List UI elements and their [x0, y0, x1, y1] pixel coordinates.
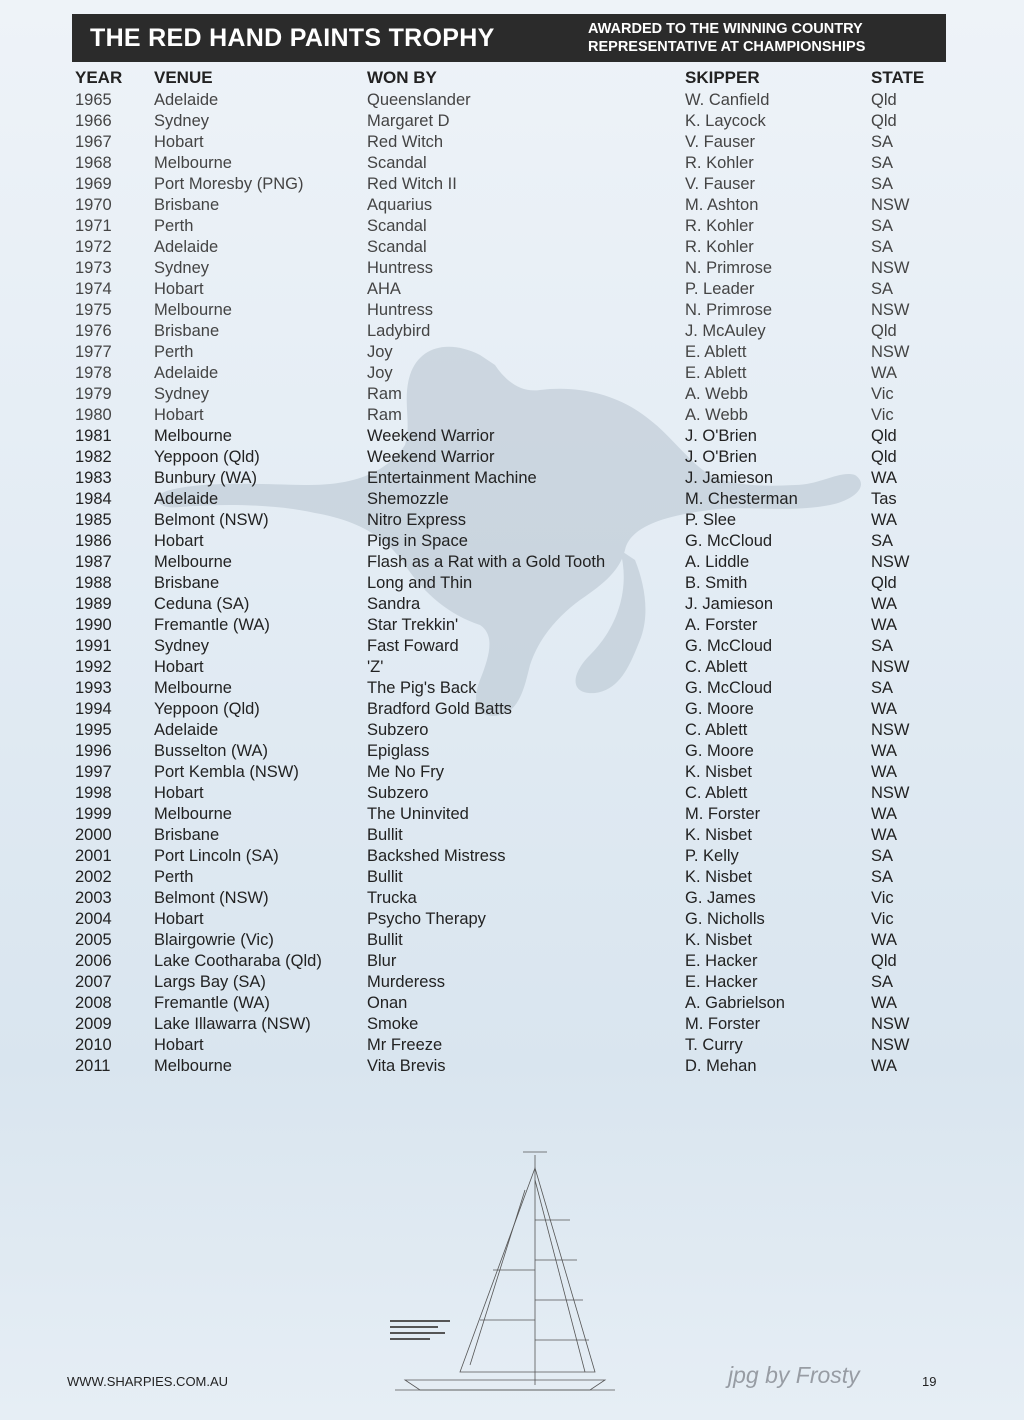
table-row: [72, 804, 952, 825]
cell-state: Tas: [871, 490, 897, 508]
table-row: [72, 489, 952, 510]
cell-year: 1974: [75, 280, 112, 298]
cell-skipper: G. Moore: [685, 700, 754, 718]
cell-year: 1980: [75, 406, 112, 424]
cell-won-by: Aquarius: [367, 196, 433, 214]
cell-won-by: Weekend Warrior: [367, 448, 495, 466]
header-subtitle: [588, 20, 938, 56]
cell-year: 2005: [75, 931, 112, 949]
cell-venue: Port Moresby (PNG): [154, 175, 304, 193]
cell-won-by: Red Witch II: [367, 175, 457, 193]
cell-state: WA: [871, 595, 897, 613]
cell-year: 2003: [75, 889, 112, 907]
cell-state: SA: [871, 532, 894, 550]
table-row: [72, 888, 952, 909]
cell-state: Qld: [871, 322, 897, 340]
cell-won-by: Long and Thin: [367, 574, 473, 592]
cell-skipper: N. Primrose: [685, 259, 773, 277]
cell-state: WA: [871, 469, 897, 487]
header-subtitle-line2: REPRESENTATIVE AT CHAMPIONSHIPS: [588, 39, 866, 55]
cell-won-by: Red Witch: [367, 133, 444, 151]
cell-venue: Perth: [154, 868, 194, 886]
cell-state: NSW: [871, 343, 910, 361]
cell-won-by: Huntress: [367, 259, 434, 277]
table-row: [72, 237, 952, 258]
cell-state: NSW: [871, 196, 910, 214]
table-row: [72, 657, 952, 678]
cell-won-by: Margaret D: [367, 112, 450, 130]
table-row: [72, 846, 952, 867]
cell-venue: Hobart: [154, 910, 204, 928]
cell-state: WA: [871, 364, 897, 382]
cell-won-by: Ram: [367, 406, 402, 424]
table-row: [72, 195, 952, 216]
cell-venue: Adelaide: [154, 721, 219, 739]
cell-won-by: 'Z': [367, 658, 384, 676]
cell-skipper: K. Nisbet: [685, 826, 752, 844]
table-row: [72, 90, 952, 111]
cell-state: NSW: [871, 301, 910, 319]
cell-venue: Hobart: [154, 133, 204, 151]
cell-skipper: E. Ablett: [685, 364, 747, 382]
cell-won-by: Bradford Gold Batts: [367, 700, 512, 718]
table-row: [72, 468, 952, 489]
cell-venue: Belmont (NSW): [154, 511, 269, 529]
table-row: [72, 699, 952, 720]
cell-skipper: E. Hacker: [685, 952, 758, 970]
cell-won-by: Murderess: [367, 973, 445, 991]
table-row: [72, 510, 952, 531]
table-row: [72, 1035, 952, 1056]
cell-state: WA: [871, 511, 897, 529]
cell-state: SA: [871, 868, 894, 886]
cell-year: 1977: [75, 343, 112, 361]
cell-year: 1986: [75, 532, 112, 550]
cell-year: 1990: [75, 616, 112, 634]
cell-skipper: A. Forster: [685, 616, 758, 634]
cell-year: 1971: [75, 217, 112, 235]
cell-state: SA: [871, 637, 894, 655]
cell-state: Vic: [871, 406, 894, 424]
table-row: [72, 342, 952, 363]
cell-year: 2010: [75, 1036, 112, 1054]
cell-state: Qld: [871, 91, 897, 109]
cell-skipper: E. Ablett: [685, 343, 747, 361]
cell-won-by: Me No Fry: [367, 763, 445, 781]
cell-skipper: K. Nisbet: [685, 763, 752, 781]
cell-year: 1966: [75, 112, 112, 130]
cell-won-by: Ram: [367, 385, 402, 403]
page-number: 19: [922, 1374, 937, 1389]
cell-state: SA: [871, 154, 894, 172]
cell-venue: Largs Bay (SA): [154, 973, 266, 991]
cell-year: 1999: [75, 805, 112, 823]
table-row: [72, 573, 952, 594]
cell-venue: Melbourne: [154, 679, 232, 697]
cell-won-by: Joy: [367, 364, 393, 382]
header-subtitle-line1: AWARDED TO THE WINNING COUNTRY: [588, 21, 863, 37]
cell-state: Vic: [871, 910, 894, 928]
table-row: [72, 426, 952, 447]
cell-venue: Hobart: [154, 1036, 204, 1054]
cell-year: 2000: [75, 826, 112, 844]
cell-state: Vic: [871, 385, 894, 403]
cell-year: 1981: [75, 427, 112, 445]
cell-venue: Hobart: [154, 406, 204, 424]
cell-skipper: V. Fauser: [685, 175, 756, 193]
cell-skipper: J. Jamieson: [685, 469, 774, 487]
cell-won-by: Epiglass: [367, 742, 430, 760]
table-row: [72, 615, 952, 636]
cell-venue: Fremantle (WA): [154, 994, 270, 1012]
table-row: [72, 447, 952, 468]
cell-venue: Sydney: [154, 112, 210, 130]
table-row: [72, 258, 952, 279]
cell-year: 1978: [75, 364, 112, 382]
cell-venue: Adelaide: [154, 238, 219, 256]
col-skipper-header: SKIPPER: [685, 68, 760, 87]
cell-venue: Sydney: [154, 259, 210, 277]
cell-skipper: K. Nisbet: [685, 931, 752, 949]
cell-state: NSW: [871, 1015, 910, 1033]
cell-skipper: A. Liddle: [685, 553, 750, 571]
cell-year: 1975: [75, 301, 112, 319]
table-row: [72, 111, 952, 132]
cell-skipper: J. O'Brien: [685, 448, 757, 466]
cell-year: 1982: [75, 448, 112, 466]
cell-year: 1987: [75, 553, 112, 571]
cell-venue: Port Kembla (NSW): [154, 763, 299, 781]
cell-state: NSW: [871, 553, 910, 571]
cell-won-by: Onan: [367, 994, 408, 1012]
cell-year: 1965: [75, 91, 112, 109]
cell-year: 2002: [75, 868, 112, 886]
cell-won-by: Entertainment Machine: [367, 469, 537, 487]
cell-won-by: Blur: [367, 952, 397, 970]
cell-won-by: Nitro Express: [367, 511, 467, 529]
cell-won-by: Subzero: [367, 784, 429, 802]
cell-skipper: C. Ablett: [685, 658, 748, 676]
table-row: [72, 405, 952, 426]
cell-year: 1998: [75, 784, 112, 802]
table-row: [72, 867, 952, 888]
cell-state: SA: [871, 217, 894, 235]
cell-year: 1972: [75, 238, 112, 256]
cell-year: 1969: [75, 175, 112, 193]
cell-skipper: G. McCloud: [685, 679, 773, 697]
table-row: [72, 1014, 952, 1035]
cell-won-by: Fast Foward: [367, 637, 459, 655]
cell-state: WA: [871, 931, 897, 949]
cell-venue: Perth: [154, 217, 194, 235]
table-row: [72, 762, 952, 783]
header-banner: [72, 14, 946, 62]
cell-skipper: G. Moore: [685, 742, 754, 760]
cell-state: NSW: [871, 784, 910, 802]
cell-skipper: P. Kelly: [685, 847, 739, 865]
cell-skipper: J. McAuley: [685, 322, 766, 340]
cell-state: WA: [871, 763, 897, 781]
cell-skipper: A. Webb: [685, 406, 748, 424]
cell-skipper: K. Laycock: [685, 112, 766, 130]
cell-won-by: Smoke: [367, 1015, 419, 1033]
cell-venue: Yeppoon (Qld): [154, 448, 260, 466]
cell-skipper: W. Canfield: [685, 91, 770, 109]
cell-state: NSW: [871, 721, 910, 739]
cell-venue: Adelaide: [154, 91, 219, 109]
cell-skipper: J. O'Brien: [685, 427, 757, 445]
cell-year: 1968: [75, 154, 112, 172]
cell-state: Qld: [871, 427, 897, 445]
table-row: [72, 531, 952, 552]
cell-won-by: Scandal: [367, 217, 427, 235]
cell-state: Qld: [871, 574, 897, 592]
cell-skipper: C. Ablett: [685, 721, 748, 739]
cell-state: SA: [871, 280, 894, 298]
cell-venue: Busselton (WA): [154, 742, 269, 760]
cell-skipper: G. McCloud: [685, 532, 773, 550]
cell-year: 1985: [75, 511, 112, 529]
cell-venue: Port Lincoln (SA): [154, 847, 279, 865]
cell-venue: Belmont (NSW): [154, 889, 269, 907]
cell-won-by: Ladybird: [367, 322, 431, 340]
cell-skipper: R. Kohler: [685, 238, 754, 256]
cell-won-by: Trucka: [367, 889, 417, 907]
cell-won-by: The Uninvited: [367, 805, 469, 823]
cell-skipper: A. Gabrielson: [685, 994, 785, 1012]
cell-skipper: G. James: [685, 889, 756, 907]
cell-state: Qld: [871, 448, 897, 466]
cell-year: 2009: [75, 1015, 112, 1033]
footer-url-link[interactable]: WWW.SHARPIES.COM.AU: [67, 1374, 229, 1389]
cell-won-by: Pigs in Space: [367, 532, 468, 550]
cell-venue: Melbourne: [154, 301, 232, 319]
cell-state: SA: [871, 973, 894, 991]
cell-venue: Blairgowrie (Vic): [154, 931, 274, 949]
table-row: [72, 951, 952, 972]
cell-skipper: P. Slee: [685, 511, 737, 529]
cell-won-by: Scandal: [367, 154, 427, 172]
cell-venue: Sydney: [154, 637, 210, 655]
cell-won-by: Scandal: [367, 238, 427, 256]
table-row: [72, 1056, 952, 1077]
table-row: [72, 594, 952, 615]
cell-state: Qld: [871, 112, 897, 130]
table-row: [72, 279, 952, 300]
cell-venue: Ceduna (SA): [154, 595, 250, 613]
cell-skipper: M. Chesterman: [685, 490, 798, 508]
cell-venue: Sydney: [154, 385, 210, 403]
cell-won-by: Sandra: [367, 595, 421, 613]
table-header: [72, 68, 952, 90]
cell-year: 1984: [75, 490, 112, 508]
col-state-header: STATE: [871, 68, 925, 87]
cell-won-by: Bullit: [367, 931, 403, 949]
table-row: [72, 552, 952, 573]
col-won-by-header: WON BY: [367, 68, 437, 87]
cell-skipper: P. Leader: [685, 280, 755, 298]
cell-venue: Yeppoon (Qld): [154, 700, 260, 718]
table-row: [72, 909, 952, 930]
cell-venue: Melbourne: [154, 154, 232, 172]
cell-skipper: J. Jamieson: [685, 595, 774, 613]
cell-year: 1995: [75, 721, 112, 739]
cell-skipper: T. Curry: [685, 1036, 743, 1054]
table-row: [72, 174, 952, 195]
cell-state: NSW: [871, 259, 910, 277]
cell-state: WA: [871, 742, 897, 760]
cell-year: 1996: [75, 742, 112, 760]
cell-skipper: N. Primrose: [685, 301, 773, 319]
cell-skipper: K. Nisbet: [685, 868, 752, 886]
cell-year: 1976: [75, 322, 112, 340]
cell-skipper: R. Kohler: [685, 154, 754, 172]
cell-won-by: Bullit: [367, 826, 403, 844]
cell-venue: Lake Illawarra (NSW): [154, 1015, 311, 1033]
col-year-header: YEAR: [75, 68, 123, 87]
cell-venue: Hobart: [154, 532, 204, 550]
cell-state: SA: [871, 175, 894, 193]
cell-won-by: Flash as a Rat with a Gold Tooth: [367, 553, 606, 571]
table-row: [72, 720, 952, 741]
cell-venue: Brisbane: [154, 574, 220, 592]
cell-won-by: Mr Freeze: [367, 1036, 443, 1054]
cell-year: 1989: [75, 595, 112, 613]
cell-won-by: Psycho Therapy: [367, 910, 486, 928]
cell-won-by: Vita Brevis: [367, 1057, 446, 1075]
table-row: [72, 783, 952, 804]
cell-year: 2004: [75, 910, 112, 928]
cell-state: WA: [871, 826, 897, 844]
cell-skipper: V. Fauser: [685, 133, 756, 151]
table-row: [72, 741, 952, 762]
cell-state: WA: [871, 1057, 897, 1075]
cell-venue: Perth: [154, 343, 194, 361]
cell-won-by: Huntress: [367, 301, 434, 319]
cell-won-by: Subzero: [367, 721, 429, 739]
table-row: [72, 972, 952, 993]
cell-won-by: Queenslander: [367, 91, 471, 109]
cell-year: 1991: [75, 637, 112, 655]
table-row: [72, 678, 952, 699]
cell-skipper: R. Kohler: [685, 217, 754, 235]
cell-year: 2007: [75, 973, 112, 991]
cell-state: SA: [871, 133, 894, 151]
cell-venue: Adelaide: [154, 490, 219, 508]
cell-year: 1994: [75, 700, 112, 718]
cell-skipper: E. Hacker: [685, 973, 758, 991]
cell-state: SA: [871, 679, 894, 697]
cell-won-by: AHA: [367, 280, 401, 298]
sail-plan-drawing: [385, 1150, 625, 1400]
cell-year: 2006: [75, 952, 112, 970]
cell-won-by: Shemozzle: [367, 490, 449, 508]
cell-venue: Hobart: [154, 280, 204, 298]
cell-state: NSW: [871, 1036, 910, 1054]
cell-won-by: Weekend Warrior: [367, 427, 495, 445]
cell-venue: Brisbane: [154, 826, 220, 844]
cell-skipper: M. Forster: [685, 805, 761, 823]
trophy-table: [72, 68, 952, 1077]
cell-year: 2001: [75, 847, 112, 865]
table-row: [72, 930, 952, 951]
cell-year: 2008: [75, 994, 112, 1012]
cell-state: Qld: [871, 952, 897, 970]
cell-state: Vic: [871, 889, 894, 907]
cell-state: NSW: [871, 658, 910, 676]
cell-state: WA: [871, 994, 897, 1012]
table-row: [72, 153, 952, 174]
cell-year: 1979: [75, 385, 112, 403]
cell-venue: Hobart: [154, 784, 204, 802]
cell-skipper: G. Nicholls: [685, 910, 765, 928]
cell-state: WA: [871, 616, 897, 634]
cell-year: 1983: [75, 469, 112, 487]
cell-year: 1970: [75, 196, 112, 214]
cell-year: 1992: [75, 658, 112, 676]
cell-skipper: D. Mehan: [685, 1057, 757, 1075]
cell-year: 1997: [75, 763, 112, 781]
col-venue-header: VENUE: [154, 68, 213, 87]
cell-won-by: Star Trekkin': [367, 616, 459, 634]
cell-venue: Adelaide: [154, 364, 219, 382]
table-row: [72, 321, 952, 342]
cell-won-by: Joy: [367, 343, 393, 361]
cell-venue: Brisbane: [154, 196, 220, 214]
page-title: THE RED HAND PAINTS TROPHY: [90, 24, 495, 52]
cell-year: 1993: [75, 679, 112, 697]
table-row: [72, 216, 952, 237]
cell-state: SA: [871, 238, 894, 256]
cell-skipper: A. Webb: [685, 385, 748, 403]
table-body: [72, 90, 952, 1077]
cell-year: 1988: [75, 574, 112, 592]
table-row: [72, 384, 952, 405]
cell-venue: Fremantle (WA): [154, 616, 270, 634]
table-row: [72, 993, 952, 1014]
cell-venue: Brisbane: [154, 322, 220, 340]
cell-venue: Melbourne: [154, 427, 232, 445]
table-row: [72, 825, 952, 846]
cell-skipper: M. Forster: [685, 1015, 761, 1033]
table-row: [72, 300, 952, 321]
table-row: [72, 132, 952, 153]
cell-won-by: Bullit: [367, 868, 403, 886]
watermark-text: jpg by Frosty: [728, 1362, 860, 1388]
cell-year: 1973: [75, 259, 112, 277]
table-row: [72, 363, 952, 384]
cell-venue: Hobart: [154, 658, 204, 676]
cell-skipper: M. Ashton: [685, 196, 759, 214]
cell-venue: Melbourne: [154, 553, 232, 571]
cell-state: WA: [871, 700, 897, 718]
cell-state: SA: [871, 847, 894, 865]
cell-venue: Melbourne: [154, 1057, 232, 1075]
cell-year: 1967: [75, 133, 112, 151]
cell-state: WA: [871, 805, 897, 823]
cell-skipper: G. McCloud: [685, 637, 773, 655]
cell-skipper: C. Ablett: [685, 784, 748, 802]
table-row: [72, 636, 952, 657]
cell-venue: Melbourne: [154, 805, 232, 823]
cell-venue: Bunbury (WA): [154, 469, 257, 487]
cell-won-by: Backshed Mistress: [367, 847, 506, 865]
cell-venue: Lake Cootharaba (Qld): [154, 952, 322, 970]
cell-won-by: The Pig's Back: [367, 679, 477, 697]
cell-skipper: B. Smith: [685, 574, 748, 592]
cell-year: 2011: [75, 1057, 111, 1075]
